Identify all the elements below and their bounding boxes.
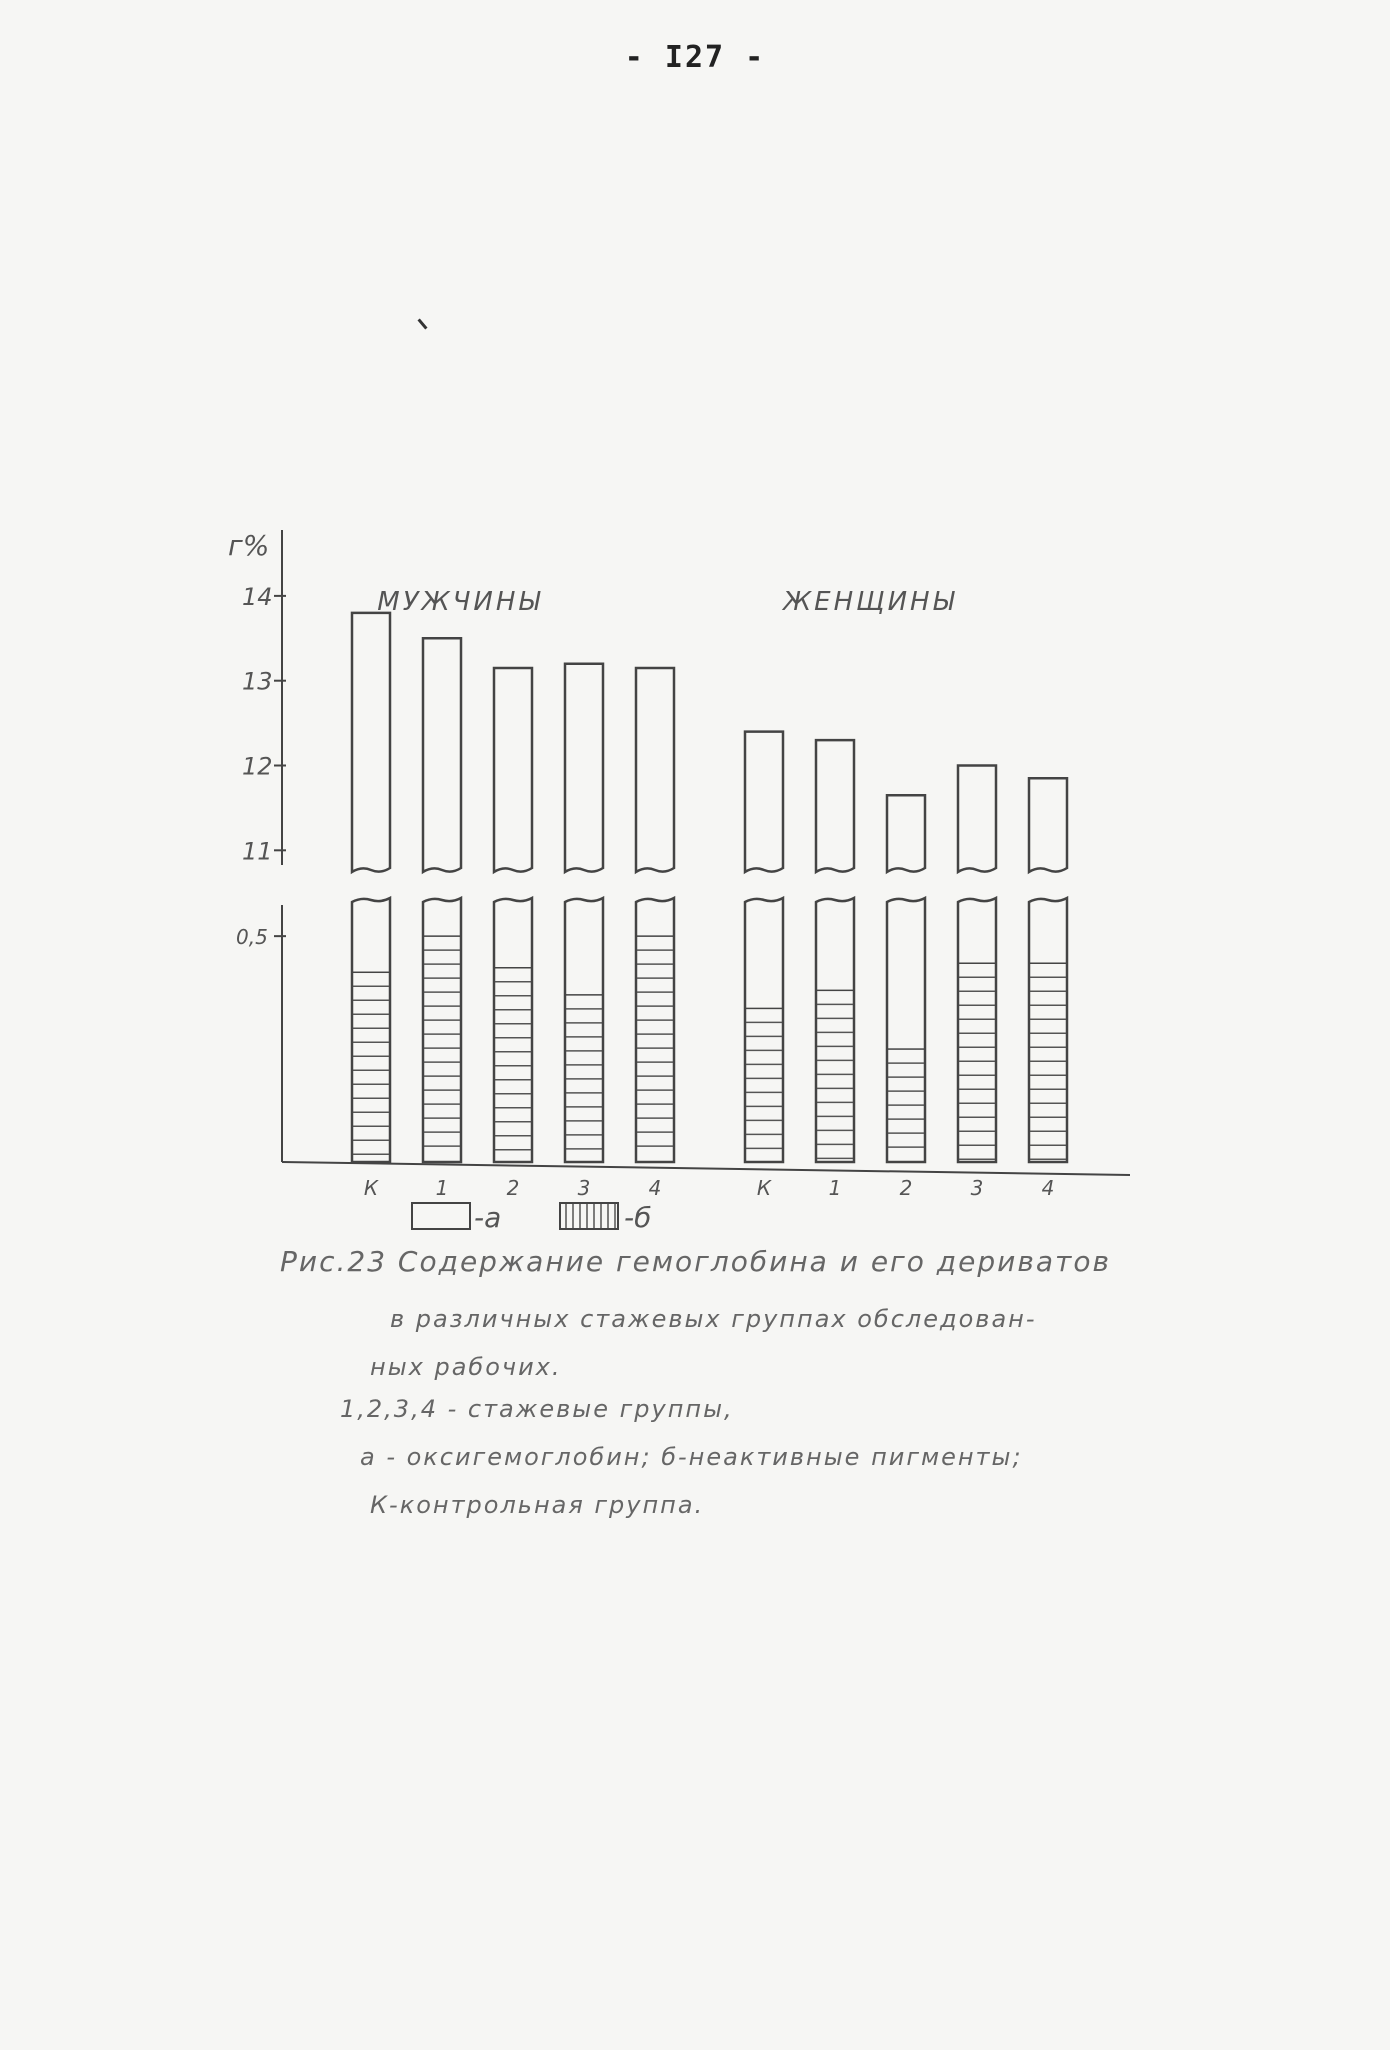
bar-a [958, 766, 996, 872]
caption-line-5: а - оксигемоглобин; б-неактивные пигменты; [360, 1443, 1023, 1471]
bar-a [423, 638, 461, 872]
x-tick-label: 4 [1041, 1176, 1055, 1200]
group-label: ЖЕНЩИНЫ [783, 587, 957, 617]
bar-b [423, 936, 461, 1162]
y-tick-label: 12 [242, 752, 273, 781]
bar-b-frame [423, 898, 461, 1162]
x-tick-label: 1 [828, 1176, 842, 1200]
x-tick-label: 3 [577, 1176, 591, 1200]
bar-b [816, 990, 854, 1162]
bar-b-frame [636, 898, 674, 1162]
bar-b-frame [816, 898, 854, 1162]
x-tick-label: К [363, 1176, 379, 1200]
caption-title: Рис.23 Содержание гемоглобина и его дериватов [280, 1245, 1111, 1278]
x-tick-label: 2 [899, 1176, 913, 1200]
bar-a [816, 740, 854, 872]
bar-b-frame [887, 898, 925, 1162]
x-tick-label: 4 [648, 1176, 662, 1200]
bar-b [1029, 963, 1067, 1162]
x-tick-label: 1 [435, 1176, 449, 1200]
bar-b [745, 1008, 783, 1162]
bar-b [958, 963, 996, 1162]
legend-swatch-a [412, 1203, 470, 1229]
caption-line-3: ных рабочих. [370, 1353, 562, 1381]
x-tick-label: 2 [506, 1176, 520, 1200]
caption-line-4: 1,2,3,4 - стажевые группы, [340, 1395, 734, 1423]
bar-b-frame [565, 898, 603, 1162]
bar-a [352, 613, 390, 872]
x-axis [282, 1162, 1130, 1175]
legend-label-a: -а [474, 1201, 502, 1234]
bar-b-frame [745, 898, 783, 1162]
bar-b [636, 936, 674, 1162]
page-number: - I27 - [624, 40, 766, 75]
caption-line-2: в различных стажевых группах обследован- [390, 1305, 1037, 1333]
bar-b [494, 968, 532, 1162]
group-label: МУЖЧИНЫ [377, 587, 543, 617]
bar-a [887, 795, 925, 872]
bar-a [1029, 778, 1067, 872]
bar-b-frame [1029, 898, 1067, 1162]
y-tick-label: 13 [242, 667, 273, 696]
x-tick-label: 3 [970, 1176, 984, 1200]
bar-a [565, 664, 603, 872]
y-axis-label: г% [228, 529, 270, 562]
legend-swatch-b [560, 1203, 618, 1229]
y-tick-label: 0,5 [236, 925, 268, 950]
bar-b-frame [352, 898, 390, 1162]
bar-a [745, 732, 783, 872]
bar-b-frame [958, 898, 996, 1162]
bar-a [636, 668, 674, 872]
bar-a [494, 668, 532, 872]
y-tick-label: 14 [242, 582, 273, 611]
x-tick-label: К [756, 1176, 772, 1200]
y-tick-label: 11 [242, 837, 273, 866]
legend-label-b: -б [624, 1201, 652, 1234]
caption-line-6: К-контрольная группа. [370, 1491, 705, 1519]
